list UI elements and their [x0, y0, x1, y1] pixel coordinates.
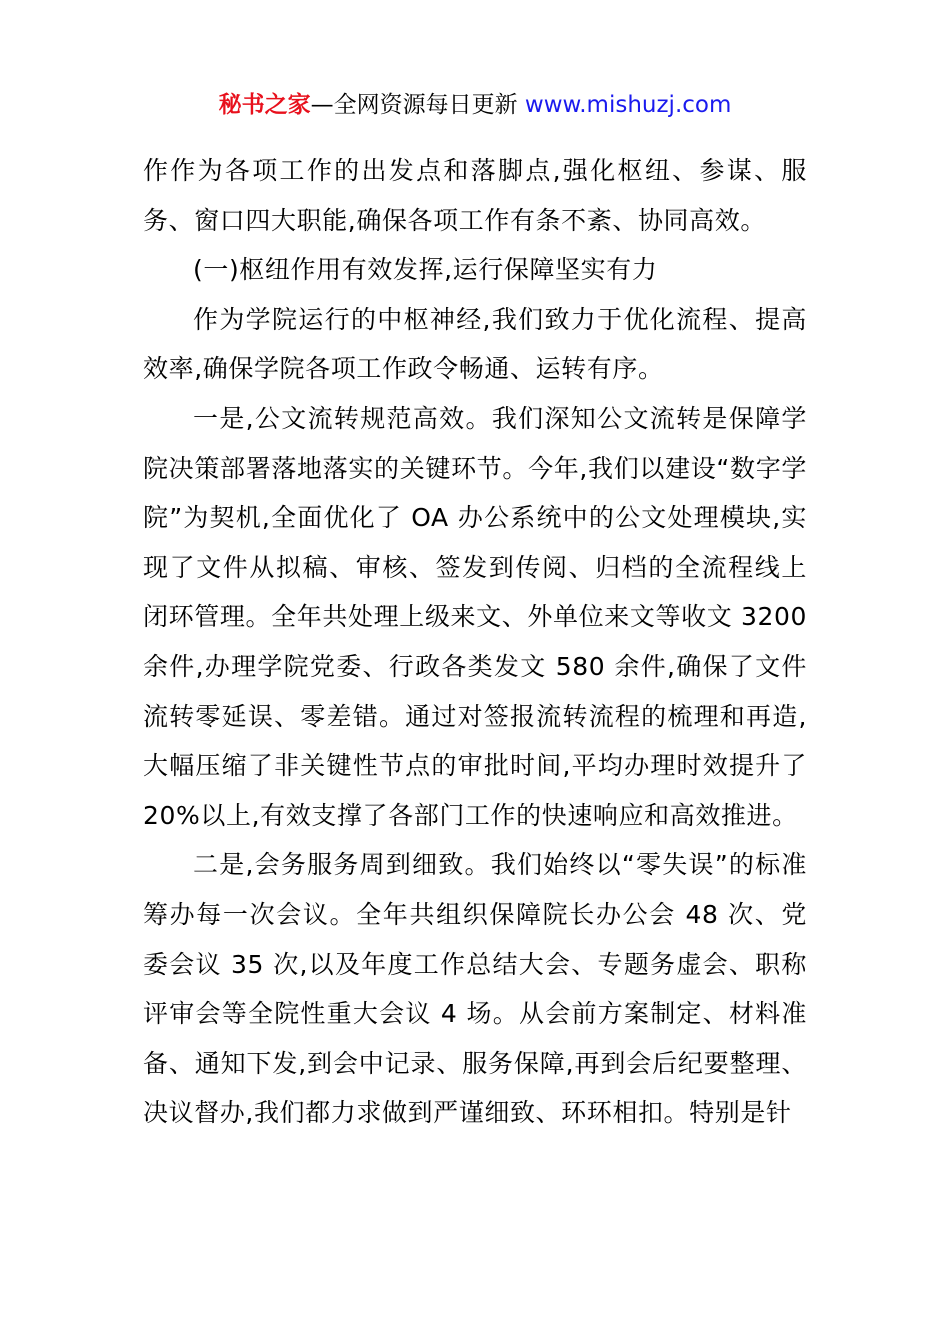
paragraph-document-flow: 一是,公文流转规范高效。我们深知公文流转是保障学院决策部署落地落实的关键环节。今年,我们以建设“数字学院”为契机,全面优化了 OA 办公系统中的公文处理模块,实现了文件从拟稿、审核、签发到传阅、归档的全流程线上闭环管理。全年共处理上级来文、外单位来文等收文 3200 余件,办理学院党委、行政各类发文 580 余件,确保了文件流转零延误、零差错。通过对签报流转流程的梳理和再造,大幅压缩了非关键性节点的审批时间,平均办理时效提升了 20%以上,有效支撑了各部门工作的快速响应和高效推进。 — [143, 403, 807, 830]
page-header — [0, 88, 950, 122]
header-tagline: —全网资源每日更新 — [310, 92, 525, 118]
header-brand: 秘书之家 — [218, 92, 311, 118]
paragraph-meeting-service: 二是,会务服务周到细致。我们始终以“零失误”的标准筹办每一次会议。全年共组织保障院长办公会 48 次、党委会议 35 次,以及年度工作总结大会、专题务虚会、职称评审会等全院性重大会议 4 场。从会前方案制定、材料准备、通知下发,到会中记录、服务保障,再到会后纪要整理、决议督办,我们都力求做到严谨细致、环环相扣。特别是针 — [143, 850, 807, 1128]
section-heading: (一)枢纽作用有效发挥,运行保障坚实有力 — [193, 255, 658, 285]
paragraph-continuation: 作作为各项工作的出发点和落脚点,强化枢纽、参谋、服务、窗口四大职能,确保各项工作有条不紊、协同高效。 — [143, 156, 807, 235]
paragraph-intro: 作为学院运行的中枢神经,我们致力于优化流程、提高效率,确保学院各项工作政令畅通、运转有序。 — [143, 304, 807, 384]
header-url[interactable]: www.mishuzj.com — [524, 92, 732, 118]
document-body — [143, 146, 807, 1138]
